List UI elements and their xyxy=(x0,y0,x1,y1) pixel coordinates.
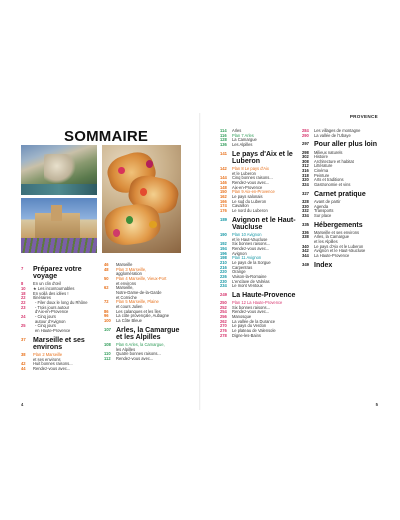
toc-entry-label: - Cinq jours xyxy=(35,314,56,319)
toc-page-number: 230 xyxy=(220,278,227,284)
toc-page-number: 100 xyxy=(104,317,111,323)
toc-page-number: 220 xyxy=(220,269,227,275)
toc-entry-label: Histoire xyxy=(314,154,328,160)
toc-page-number: 25 xyxy=(21,323,26,329)
toc-page-number: 328 xyxy=(302,198,309,204)
toc-entry-label: Arts et traditions xyxy=(314,177,344,183)
toc-page-number: 302 xyxy=(302,154,309,160)
toc-page-number: 340 xyxy=(302,243,309,249)
toc-entry-label: Six bonnes raisons... xyxy=(232,241,271,247)
toc-section-title: Arles, la Camargue et les Alpilles xyxy=(116,326,180,341)
toc-entry-label: Plan 8 Le pays d'Aix xyxy=(232,166,269,172)
toc-entry-label: Transports xyxy=(314,208,334,214)
toc-page-number: 330 xyxy=(302,203,309,209)
toc-entry-label: Six bonnes raisons... xyxy=(232,304,271,310)
toc-page-number: 192 xyxy=(220,241,227,247)
toc-page-number: 190 xyxy=(220,232,227,237)
toc-entry-label: Plan 5 Marseille, Plaine xyxy=(116,299,159,305)
toc-entry-label: agglomération xyxy=(116,271,142,277)
toc-entry-label: Le nord du Luberon xyxy=(232,207,268,213)
toc-page-number: 226 xyxy=(220,273,227,279)
toc-entry-label: d'Aix-en-Provence xyxy=(35,309,69,315)
toc-section-heading xyxy=(104,327,182,341)
toc-page-number: 342 xyxy=(302,248,309,254)
toc-page-number: 254 xyxy=(220,309,227,315)
toc-page-number: 216 xyxy=(220,264,227,270)
toc-page-number: 50 xyxy=(104,275,109,281)
pastries-photo xyxy=(102,145,181,253)
toc-section-title: Avignon et le Haut-Vaucluse xyxy=(232,216,296,231)
toc-section-heading xyxy=(220,217,300,231)
toc-entry-label: Le pays de la Sorgue xyxy=(232,259,271,265)
toc-section-heading xyxy=(302,191,386,198)
toc-entry-label: et le Luberon xyxy=(232,170,256,176)
toc-page-number: 10 xyxy=(21,286,26,292)
toc-page-number: 142 xyxy=(220,166,227,172)
church-lavender-photo xyxy=(21,198,97,253)
toc-page-number: 144 xyxy=(220,175,227,181)
toc-entry-label: Arles xyxy=(232,128,242,133)
toc-entry-label: Les Alpilles xyxy=(232,141,253,147)
toc-page-number: 297 xyxy=(302,141,309,147)
toc-entry-label: Sur place xyxy=(314,212,332,218)
toc-page-number: 107 xyxy=(104,326,111,332)
toc-entry-label: Plan 10 Avignon xyxy=(232,232,262,237)
toc-page-number: 308 xyxy=(302,158,309,164)
toc-page-number: 18 xyxy=(21,290,26,296)
toc-page-number: 141 xyxy=(220,150,227,156)
toc-entry-label: les Alpilles xyxy=(116,346,136,352)
toc-entry-label: et cours Julien xyxy=(116,303,143,309)
toc-entry-label: Cinq bonnes raisons... xyxy=(232,175,273,181)
toc-page-number: 189 xyxy=(220,216,227,222)
toc-entry-label: Plan 4 Marseille, Vieux-Port xyxy=(116,275,167,281)
toc-entry-label: Rendez-vous avec... xyxy=(33,366,71,371)
toc-entry-label: et Corniche xyxy=(116,294,137,300)
toc-page-number: 128 xyxy=(220,137,227,143)
toc-entry-label: Milieux naturels xyxy=(314,149,343,155)
toc-page-number: 114 xyxy=(220,128,227,133)
toc-entry-label: Avignon et le Haut-Vaucluse xyxy=(314,248,366,254)
toc-section-heading xyxy=(21,337,101,351)
toc-entry-label: Plan 9 Aix-en-Provence xyxy=(232,189,275,195)
toc-entry-label: Carpentras xyxy=(232,264,253,270)
toc-page-number: 42 xyxy=(21,361,26,367)
toc-page-number: 324 xyxy=(302,182,309,188)
toc-entry-label: Plan 2 Marseille xyxy=(33,352,63,358)
toc-entry-label: Rendez-vous avec... xyxy=(232,180,270,185)
toc-section-title: Hébergements xyxy=(314,221,363,229)
toc-entry-label: et ses environs xyxy=(33,356,61,362)
toc-entry-label: La vallée de la Durance xyxy=(232,318,276,324)
toc-column-1 xyxy=(21,263,101,372)
toc-entry-label: Rendez-vous avec... xyxy=(232,245,270,251)
toc-page-number: 278 xyxy=(220,332,227,338)
toc-entry xyxy=(220,143,300,148)
toc-page-number: 23 xyxy=(21,304,26,310)
toc-entry-label: Architecture et habitat xyxy=(314,158,354,164)
toc-page-number: 136 xyxy=(220,141,227,147)
toc-page-number: 334 xyxy=(302,212,309,218)
toc-entry-label: Marseille xyxy=(116,262,133,267)
toc-entry-label: et le Haut-Vaucluse xyxy=(232,236,268,242)
running-header: PROVENCE xyxy=(349,114,378,119)
toc-section-heading xyxy=(302,222,386,229)
toc-page-number: 150 xyxy=(220,189,227,195)
toc-section-title: Marseille et ses environs xyxy=(33,336,85,351)
toc-page-number: 22 xyxy=(21,300,26,306)
toc-page-number: 312 xyxy=(302,163,309,169)
toc-entry xyxy=(21,329,101,334)
toc-entry-label: Aix-en-Provence xyxy=(232,184,263,190)
toc-entry-label: Plan 12 La Haute-Provence xyxy=(232,300,283,306)
toc-entry-label: Gastronomie et vins xyxy=(314,182,351,188)
toc-page-number: 194 xyxy=(220,245,227,251)
toc-page-number: 162 xyxy=(220,193,227,199)
toc-entry-label: et les Alpilles xyxy=(314,239,338,245)
toc-entry-label: ★ Les incontournables xyxy=(33,286,75,292)
toc-page-number: 48 xyxy=(104,266,109,272)
toc-page-number: 332 xyxy=(302,208,309,214)
toc-entry xyxy=(302,254,386,259)
toc-page-number: 270 xyxy=(220,323,227,329)
toc-entry-label: Manosque xyxy=(232,314,252,320)
toc-page-number: 44 xyxy=(21,366,26,371)
toc-entry-label: Rendez-vous avec... xyxy=(232,309,270,315)
toc-column-4 xyxy=(302,129,386,271)
toc-page-number: 338 xyxy=(302,234,309,240)
toc-page-number: 320 xyxy=(302,177,309,183)
toc-entry xyxy=(302,214,386,219)
toc-entry-label: La vallée de l'Ubaye xyxy=(314,132,351,138)
toc-page-number: 252 xyxy=(220,304,227,310)
page-number-right: 5 xyxy=(375,402,378,407)
toc-entry-label: La côte provençale, Aubagne xyxy=(116,313,170,319)
toc-section-heading xyxy=(302,141,386,148)
toc-page-number: 96 xyxy=(104,313,109,319)
toc-entry xyxy=(220,334,300,339)
toc-entry-label: Littérature xyxy=(314,163,333,169)
toc-section-title: Pour aller plus loin xyxy=(314,141,378,149)
toc-entry-label: Le plateau de Valensole xyxy=(232,328,276,334)
toc-entry-label: Le pays du Verdon xyxy=(232,323,267,329)
toc-entry-label: - Filer doux le long du Rhône xyxy=(35,300,88,306)
toc-entry-label: - Trois jours autour xyxy=(35,304,70,310)
toc-section-title: Carnet pratique xyxy=(314,190,366,198)
toc-page-number: 7 xyxy=(21,266,24,271)
toc-entry xyxy=(302,134,386,139)
toc-section-heading xyxy=(302,262,386,269)
toc-page-number: 72 xyxy=(104,299,109,305)
toc-page-number: 62 xyxy=(104,285,109,291)
toc-page-number: 8 xyxy=(21,281,24,287)
toc-column-3 xyxy=(220,129,300,338)
toc-page-number: 262 xyxy=(220,318,227,324)
toc-entry-label: La Camargue xyxy=(232,137,257,143)
toc-page-number: 298 xyxy=(302,149,309,155)
toc-entry xyxy=(220,284,300,289)
toc-entry-label: Marseille et ses environs xyxy=(314,229,360,235)
toc-page-number: 110 xyxy=(104,351,111,357)
toc-page-number: 37 xyxy=(21,336,26,342)
toc-entry-label: Plan 7 Arles xyxy=(232,132,254,138)
toc-entry-label: La Côte Bleue xyxy=(116,317,142,323)
toc-entry-label: Le sud du Luberon xyxy=(232,198,267,204)
toc-entry-label: - Cinq jours xyxy=(35,323,56,329)
toc-entry-label: Avant de partir xyxy=(314,198,341,204)
toc-entry-label: Plan 11 Avignon xyxy=(232,255,262,261)
toc-section-title: Le pays d'Aix et le Luberon xyxy=(232,150,293,165)
toc-column-2 xyxy=(104,263,182,362)
toc-page-number: 196 xyxy=(220,250,227,256)
toc-page-number: 148 xyxy=(220,184,227,190)
toc-page-number: 318 xyxy=(302,172,309,178)
toc-entry-label: Plan 6 Arles, la Camargue, xyxy=(116,341,165,347)
toc-section-heading xyxy=(21,266,101,280)
toc-section-heading xyxy=(220,151,300,165)
toc-entry-label: Arles, la Camargue xyxy=(314,234,350,240)
toc-page-number: 38 xyxy=(21,352,26,358)
toc-entry xyxy=(220,209,300,214)
toc-entry-label: autour d'Avignon xyxy=(35,318,66,324)
toc-entry-label: Notre-Dame-de-la-Garde xyxy=(116,289,162,295)
toc-section-title: Préparez votre voyage xyxy=(33,266,82,281)
toc-entry-label: Le pays salonais xyxy=(232,193,263,199)
toc-page-number: 256 xyxy=(220,314,227,320)
toc-entry-label: et environs xyxy=(116,280,137,286)
toc-page-number: 234 xyxy=(220,283,227,289)
toc-entry-label: Huit bonnes raisons... xyxy=(33,361,73,367)
toc-entry-label: Agenda xyxy=(314,203,329,209)
toc-entry-label: Les villages de montagne xyxy=(314,128,361,133)
toc-entry-label: Digne-les-Bains xyxy=(232,332,261,338)
toc-entry-label: Avignon xyxy=(232,250,247,256)
toc-page-number: 198 xyxy=(220,255,227,261)
toc-page-number: 344 xyxy=(302,253,309,259)
toc-entry-label: en Haute-Provence xyxy=(35,327,71,333)
toc-page-number: 249 xyxy=(220,291,227,297)
toc-entry-label: Vaison-la-Romaine xyxy=(232,273,267,279)
toc-entry-label: Le pays d'Aix et le Luberon xyxy=(314,243,364,249)
toc-section-title: Index xyxy=(314,261,333,269)
toc-entry-label: Quatre bonnes raisons... xyxy=(116,351,161,357)
toc-page-number: 210 xyxy=(220,259,227,265)
toc-entry-label: Itinéraires xyxy=(33,295,51,301)
toc-entry xyxy=(104,357,182,362)
toc-entry-label: Rendez-vous avec... xyxy=(116,355,154,361)
toc-page-number: 327 xyxy=(302,190,309,196)
toc-entry-label: Peinture xyxy=(314,172,330,178)
gorge-photo xyxy=(21,145,97,195)
toc-entry xyxy=(21,367,101,372)
toc-page-number: 174 xyxy=(220,203,227,209)
toc-page-number: 86 xyxy=(104,308,109,314)
toc-section-heading xyxy=(220,292,300,299)
toc-entry-label: En voilà des idées ! xyxy=(33,290,69,296)
page-number-left: 4 xyxy=(21,402,24,407)
toc-entry-label: Le mont Ventoux xyxy=(232,283,263,289)
toc-entry-label: Cavaillon xyxy=(232,203,249,209)
toc-page-number: 146 xyxy=(220,180,227,185)
toc-page-number: 112 xyxy=(104,355,111,361)
toc-page-number: 250 xyxy=(220,300,227,306)
toc-entry-label: Les calanques et les îles xyxy=(116,308,161,314)
toc-page-number: 316 xyxy=(302,168,309,174)
toc-entry-label: La Haute-Provence xyxy=(314,253,350,259)
toc-entry-label: Plan 3 Marseille, xyxy=(116,266,147,272)
toc-page-number: 290 xyxy=(302,132,309,138)
toc-entry-label: En un clin d'œil xyxy=(33,281,61,287)
toc-page-number: 116 xyxy=(220,132,227,138)
toc-section-title: La Haute-Provence xyxy=(232,291,296,299)
toc-page-number: 349 xyxy=(302,261,309,267)
toc-entry xyxy=(104,319,182,324)
toc-page-number: 46 xyxy=(104,262,109,267)
page-title: SOMMAIRE xyxy=(64,128,149,145)
toc-entry-label: Cinéma xyxy=(314,168,329,174)
toc-entry xyxy=(302,183,386,188)
toc-entry-label: L'enclave de Valréas xyxy=(232,278,270,284)
toc-entry-label: Orange xyxy=(232,269,246,275)
book-gutter xyxy=(199,113,201,410)
toc-page-number: 22 xyxy=(21,295,26,301)
toc-page-number: 336 xyxy=(302,229,309,235)
toc-page-number: 276 xyxy=(220,328,227,334)
toc-page-number: 176 xyxy=(220,207,227,213)
toc-page-number: 284 xyxy=(302,128,309,133)
toc-page-number: 108 xyxy=(104,341,111,347)
toc-entry-label: Marseille, xyxy=(116,285,134,291)
toc-page-number: 166 xyxy=(220,198,227,204)
toc-page-number: 335 xyxy=(302,221,309,227)
toc-page-number: 24 xyxy=(21,314,26,319)
